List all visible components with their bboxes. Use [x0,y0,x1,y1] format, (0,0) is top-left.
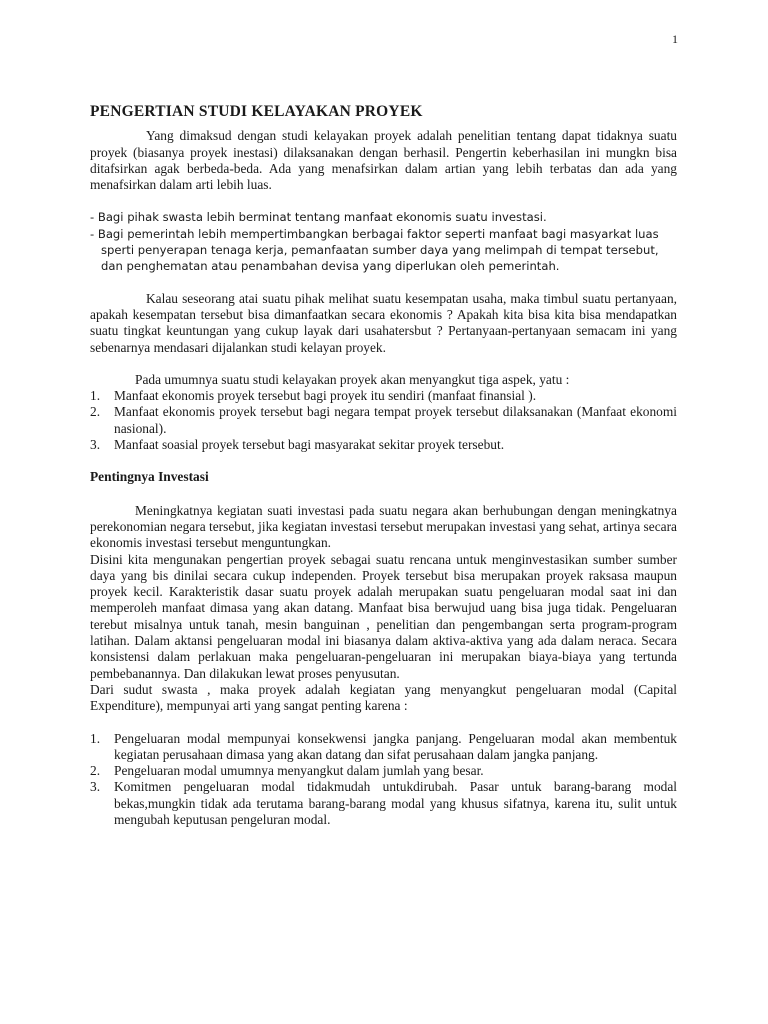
list-item [90,779,677,828]
paragraph: Pada umumnya suatu studi kelayakan proyek akan menyangkut tiga aspek, yatu : [135,371,570,387]
paragraph: Meningkatnya kegiatan suati investasi pada suatu negara akan berhubungan dengan meningkatnya perekonomian negara tersebut, jika kegiatan investasi tersebut merupakan investasi yang sehat, artinya secara ekonomis investasi tersebut menguntungkan. [90,502,677,551]
list-text: Pengeluaran modal umumnya menyangkut dalam jumlah yang besar. [114,763,484,779]
list-number: 3. [90,779,101,795]
list-number: 1. [90,388,101,404]
bullet-list [90,209,677,274]
section-heading: Pentingnya Investasi [90,469,209,485]
page-number: 1 [672,32,678,46]
list-item [90,437,677,453]
list-number: 3. [90,437,101,453]
bullet-item: - Bagi pemerintah lebih mempertimbangkan berbagai faktor seperti manfaat bagi masyarkat luas sperti penyerapan tenaga kerja, pemanfaatan sumber daya yang melimpah di tempat tersebut, dan penghematan atau penambahan devisa yang diperlukan oleh pemerintah. [90,226,659,274]
reasons-list [90,731,677,829]
list-number: 2. [90,763,101,779]
list-item [90,404,677,437]
list-item [90,763,677,779]
bullet-item: - Bagi pihak swasta lebih berminat tentang manfaat ekonomis suatu investasi. [90,210,547,225]
list-text: Manfaat ekonomis proyek tersebut bagi negara tempat proyek tersebut dilaksanakan (Manfaat ekonomi nasional). [114,404,677,436]
aspects-list [90,388,677,453]
list-item [90,388,677,404]
document-title: PENGERTIAN STUDI KELAYAKAN PROYEK [90,103,423,120]
list-text: Pengeluaran modal mempunyai konsekwensi jangka panjang. Pengeluaran modal akan membentuk kegiatan perusahaan dimasa yang akan datang dan sifat perusahaan dalam jangka panjang. [114,730,677,762]
list-text: Komitmen pengeluaran modal tidakmudah untukdirubah. Pasar untuk barang-barang modal bekas,mungkin tidak ada terutama barang-barang modal yang khusus sifatnya, karena itu, sulit untuk mengubah keputusan pengeluran modal. [114,779,677,827]
paragraph: Dari sudut swasta , maka proyek adalah kegiatan yang menyangkut pengeluaran modal (Capital Expenditure), mempunyai arti yang sangat penting karena : [90,681,677,714]
intro-paragraph: Yang dimaksud dengan studi kelayakan proyek adalah penelitian tentang dapat tidaknya suatu proyek (biasanya proyek inestasi) dilaksanakan dengan berhasil. Pengertin keberhasilan ini mungkn bisa ditafsirkan agak berbeda-beda. Ada yang menafsirkan dalam artian yang lebih terbatas dan ada yang menafsirkan dalam arti lebih luas. [90,128,677,193]
list-text: Manfaat soasial proyek tersebut bagi masyarakat sekitar proyek tersebut. [114,437,505,453]
list-item [90,731,677,764]
document-body [90,104,677,828]
list-number: 2. [90,404,101,420]
paragraph: Disini kita mengunakan pengertian proyek sebagai suatu rencana untuk menginvestasikan sumber sumber daya yang bis dinilai secara cukup independen. Proyek tersebut bisa merupakan proyek raksasa maupun proyek kecil. Karakteristik dasar suatu proyek adalah merupakan suatu pengeluaran modal saat ini dan memperoleh manfaat dimasa yang akan datang. Manfaat bisa berwujud uang bisa juga tidak. Pengeluaran terebut misalnya untuk tanah, mesin banguinan , penelitian dan pengembangan serta program-program latihan. Dalam aktansi pengeluaran modal ini biasanya dalam aktiva-aktiva yang ada dalam neraca. Secara konsistensi dalam perlakuan maka pengeluaran-pengeluaran ini merupakan biaya-biaya yang tertunda pembebanannya. Dan dilakukan lewat proses penyusutan. [90,551,677,681]
list-number: 1. [90,730,101,746]
paragraph: Kalau seseorang atai suatu pihak melihat suatu kesempatan usaha, maka timbul suatu pertanyaan, apakah kesempatan tersebut bisa dimanfaatkan secara ekonomis ? Apakah kita bisa kita bisa mendapatkan suatu tingkat keuntungan yang cukup layak dari usahatersbut ? Pertanyaan-pertanyaan semacam ini yang sebenarnya mendasari dijalankan studi kelayan proyek. [90,290,677,355]
list-text: Manfaat ekonomis proyek tersebut bagi proyek itu sendiri (manfaat finansial ). [114,388,537,404]
